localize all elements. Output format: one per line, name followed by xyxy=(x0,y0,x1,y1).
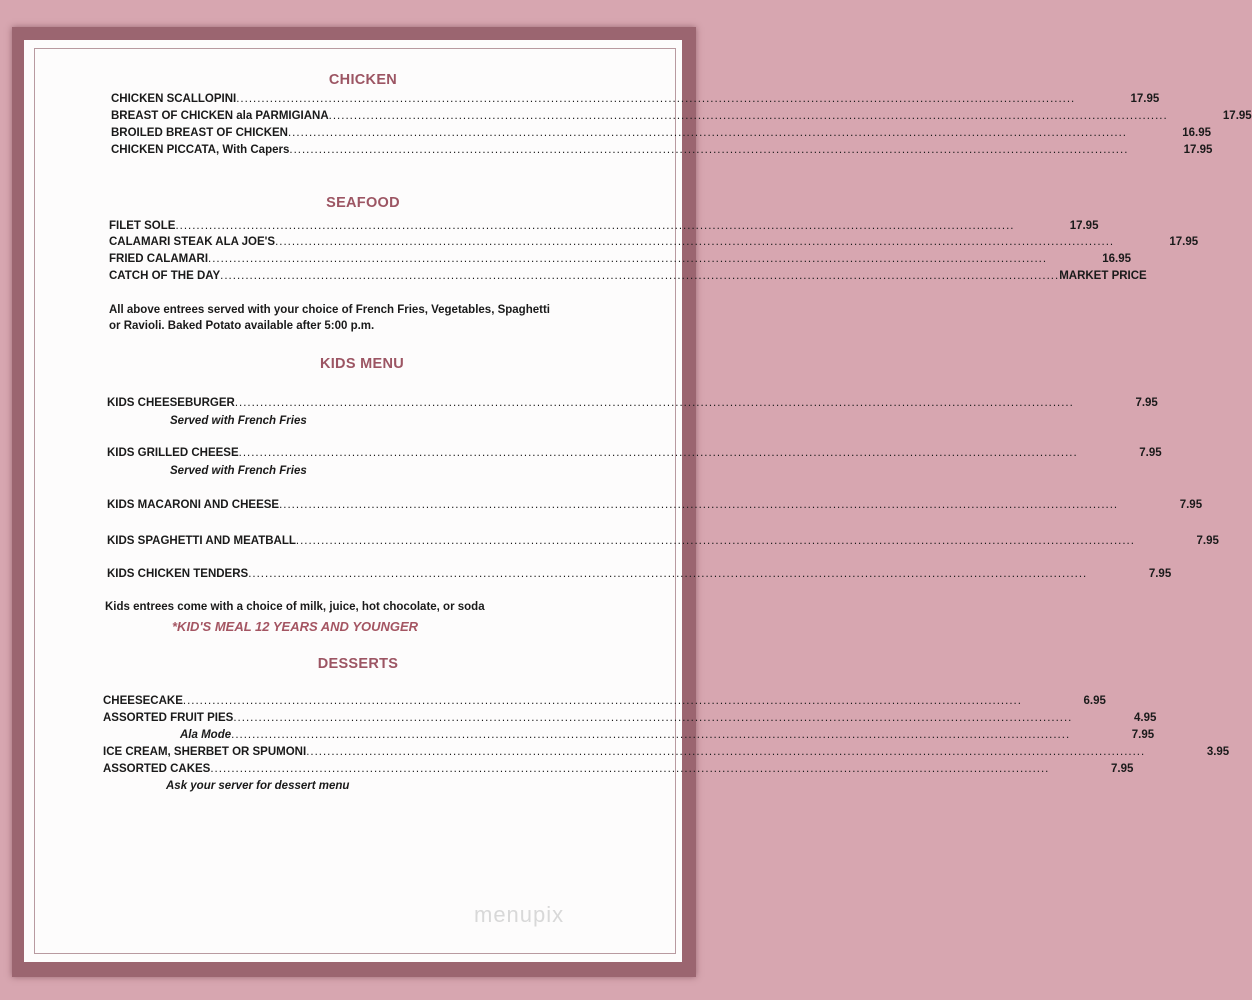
menu-item xyxy=(103,695,1106,707)
item-price: 16.95 xyxy=(1182,127,1211,139)
menu-item xyxy=(103,746,1230,758)
item-price: 17.95 xyxy=(1069,220,1099,232)
item-name: CALAMARI STEAK ALA JOE'S xyxy=(109,236,276,248)
dot-leader: ........................................................................................................................................................................................................ xyxy=(238,447,1078,459)
dot-leader: ........................................................................................................................................................................................................ xyxy=(231,729,1071,741)
item-name: CHEESECAKE xyxy=(103,695,183,707)
dot-leader: ........................................................................................................................................................................................................ xyxy=(175,220,1015,232)
menupix-watermark: menupix xyxy=(474,902,565,927)
item-name: KIDS GRILLED CHEESE xyxy=(107,447,239,459)
menu-item xyxy=(107,499,1203,511)
dessert-note: Ask your server for dessert menu xyxy=(166,780,350,792)
item-price: 17.95 xyxy=(1222,110,1252,122)
item-name: KIDS SPAGHETTI AND MEATBALL xyxy=(107,535,296,547)
item-price: 3.95 xyxy=(1206,746,1230,758)
dot-leader: ........................................................................................................................................................................................................ xyxy=(182,695,1022,707)
section-heading-seafood: SEAFOOD xyxy=(326,195,400,211)
dot-leader: ........................................................................................................................................................................................................ xyxy=(275,236,1115,248)
menu-item xyxy=(111,110,1252,122)
item-price: 4.95 xyxy=(1133,712,1157,724)
menu-item xyxy=(107,535,1219,547)
item-name: CHICKEN PICCATA, With Capers xyxy=(111,144,290,156)
item-price: 6.95 xyxy=(1083,695,1106,707)
item-name: ICE CREAM, SHERBET OR SPUMONI xyxy=(103,746,307,758)
section-heading-kids-menu: KIDS MENU xyxy=(319,356,405,372)
menu-item xyxy=(107,397,1158,409)
item-name: KIDS CHEESEBURGER xyxy=(107,397,235,409)
item-name: BREAST OF CHICKEN ala PARMIGIANA xyxy=(111,110,329,122)
dot-leader: ........................................................................................................................................................................................................ xyxy=(220,270,1060,282)
entree-note-line2: or Ravioli. Baked Potato available after 5:00 p.m. xyxy=(109,320,375,332)
item-price: 7.95 xyxy=(1196,535,1219,547)
menu-item xyxy=(109,236,1199,248)
menu-item xyxy=(109,253,1132,265)
item-price: 17.95 xyxy=(1169,236,1199,248)
item-price: 16.95 xyxy=(1102,253,1132,265)
dot-leader: ........................................................................................................................................................................................................ xyxy=(233,712,1073,724)
dot-leader: ........................................................................................................................................................................................................ xyxy=(208,253,1048,265)
item-name: KIDS CHICKEN TENDERS xyxy=(107,568,249,580)
item-note: Served with French Fries xyxy=(170,465,307,477)
item-name: BROILED BREAST OF CHICKEN xyxy=(111,127,288,139)
item-price: 7.95 xyxy=(1135,397,1158,409)
menu-item xyxy=(111,93,1160,105)
menu-item xyxy=(111,127,1211,139)
item-price: 17.95 xyxy=(1130,93,1160,105)
item-note: Served with French Fries xyxy=(170,415,307,427)
item-price: 7.95 xyxy=(1148,568,1172,580)
item-name: Ala Mode xyxy=(180,729,232,741)
item-price: 17.95 xyxy=(1183,144,1213,156)
menu-item xyxy=(109,270,1147,282)
menu-item xyxy=(103,763,1134,775)
menu-item xyxy=(180,729,1155,741)
menu-item xyxy=(107,568,1172,580)
item-price: 7.95 xyxy=(1131,729,1155,741)
item-name: FRIED CALAMARI xyxy=(109,253,209,265)
dot-leader: ........................................................................................................................................................................................................ xyxy=(295,535,1135,547)
section-heading-desserts: DESSERTS xyxy=(317,656,399,672)
item-price: MARKET PRICE xyxy=(1059,270,1147,282)
kids-drink-note: Kids entrees come with a choice of milk, juice, hot chocolate, or soda xyxy=(105,601,485,613)
section-heading-chicken: CHICKEN xyxy=(328,72,398,88)
dot-leader: ........................................................................................................................................................................................................ xyxy=(236,93,1076,105)
item-name: CHICKEN SCALLOPINI xyxy=(111,93,237,105)
entree-note-line1: All above entrees served with your choice of French Fries, Vegetables, Spaghetti xyxy=(109,304,550,316)
dot-leader: ........................................................................................................................................................................................................ xyxy=(279,499,1119,511)
menu-item xyxy=(103,712,1157,724)
item-name: KIDS MACARONI AND CHEESE xyxy=(107,499,280,511)
item-name: ASSORTED FRUIT PIES xyxy=(103,712,234,724)
dot-leader: ........................................................................................................................................................................................................ xyxy=(234,397,1074,409)
dot-leader: ........................................................................................................................................................................................................ xyxy=(248,568,1088,580)
menu-item xyxy=(109,220,1099,232)
dot-leader: ........................................................................................................................................................................................................ xyxy=(328,110,1168,122)
menu-item xyxy=(107,447,1162,459)
dot-leader: ........................................................................................................................................................................................................ xyxy=(287,127,1127,139)
item-price: 7.95 xyxy=(1139,447,1162,459)
item-price: 7.95 xyxy=(1179,499,1203,511)
kids-age-note: *KID'S MEAL 12 YEARS AND YOUNGER xyxy=(172,619,419,634)
item-name: CATCH OF THE DAY xyxy=(109,270,221,282)
dot-leader: ........................................................................................................................................................................................................ xyxy=(306,746,1146,758)
item-name: ASSORTED CAKES xyxy=(103,763,211,775)
item-name: FILET SOLE xyxy=(109,220,176,232)
dot-leader: ........................................................................................................................................................................................................ xyxy=(210,763,1050,775)
dot-leader: ........................................................................................................................................................................................................ xyxy=(289,144,1129,156)
item-price: 7.95 xyxy=(1110,763,1134,775)
menu-item xyxy=(111,144,1213,156)
